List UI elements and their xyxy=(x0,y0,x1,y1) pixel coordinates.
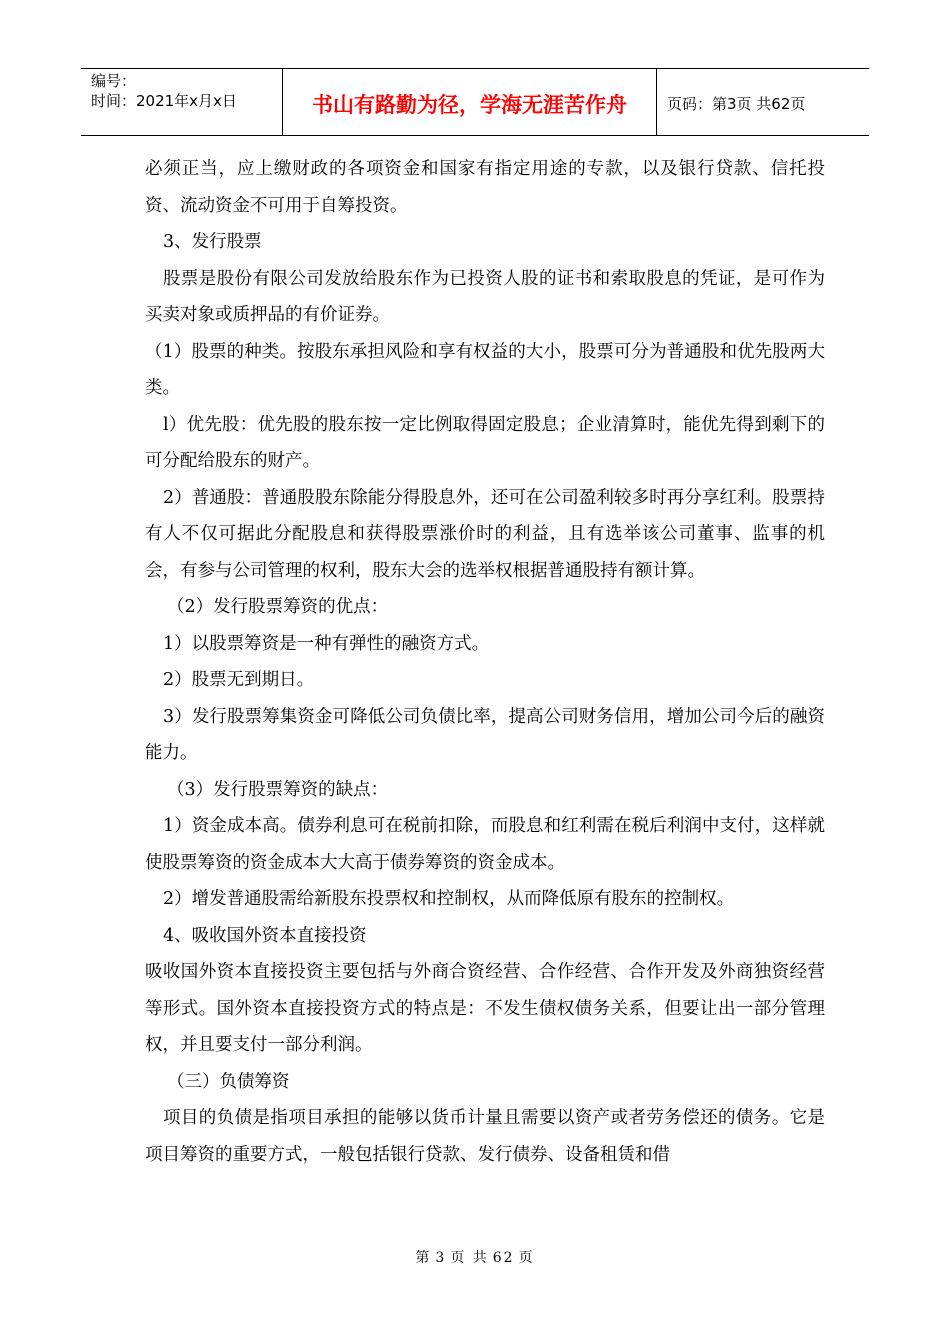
header-page-number: 页码：第3页 共62页 xyxy=(667,94,806,113)
serial-number-label: 编号： xyxy=(91,72,137,90)
paragraph: 股票是股份有限公司发放给股东作为已投资人股的证书和索取股息的凭证，是可作为买卖对象或质押品的有价证券。 xyxy=(145,268,825,325)
list-item: 2）普通股：普通股股东除能分得股息外，还可在公司盈利较多时再分享红利。股票持有人不仅可据此分配股息和获得股票涨价时的利益，且有选举该公司董事、监事的机会，有参与公司管理的权利，股东大会的选举权根据普通股持有额计算。 xyxy=(145,487,825,581)
header-motto: 书山有路勤为径，学海无涯苦作舟 xyxy=(283,69,657,135)
footer-page-number: 3 xyxy=(435,1250,447,1266)
section-heading: （三）负债筹资 xyxy=(167,1071,290,1092)
footer-total-pages: 62 xyxy=(492,1250,515,1266)
sub-heading: （3）发行股票筹资的缺点： xyxy=(167,779,389,800)
page-header xyxy=(81,68,869,136)
header-meta-cell xyxy=(81,69,283,135)
list-item: 1）资金成本高。债券利息可在税前扣除，而股息和红利需在税后利润中支付，这样就使股票筹资的资金成本大大高于债券筹资的资金成本。 xyxy=(145,816,825,873)
footer-suffix: 页 xyxy=(518,1250,535,1266)
section-heading: 4、吸收国外资本直接投资 xyxy=(163,925,367,946)
paragraph: 必须正当，应上缴财政的各项资金和国家有指定用途的专款，以及银行贷款、信托投资、流动资金不可用于自筹投资。 xyxy=(145,159,825,216)
page-footer xyxy=(0,1247,950,1267)
list-item: （1）股票的种类。按股东承担风险和享有权益的大小，股票可分为普通股和优先股两大类。 xyxy=(145,341,825,398)
list-item: 1）以股票筹资是一种有弹性的融资方式。 xyxy=(163,633,490,654)
list-item: l）优先股：优先股的股东按一定比例取得固定股息；企业清算时，能优先得到剩下的可分配给股东的财产。 xyxy=(145,414,825,471)
list-item: 2）股票无到期日。 xyxy=(163,670,315,690)
date-label: 时间：2021年x月x日 xyxy=(91,92,237,110)
list-item: 3）发行股票筹集资金可降低公司负债比率，提高公司财务信用，增加公司今后的融资能力。 xyxy=(145,706,825,763)
footer-mid: 页 共 xyxy=(450,1250,489,1266)
footer-prefix: 第 xyxy=(415,1250,432,1266)
document-body xyxy=(145,151,825,1173)
section-heading: 3、发行股票 xyxy=(163,232,262,252)
paragraph: 项目的负债是指项目承担的能够以货币计量且需要以资产或者劳务偿还的债务。它是项目筹资的重要方式，一般包括银行贷款、发行债券、设备租赁和借 xyxy=(145,1108,825,1165)
paragraph: 吸收国外资本直接投资主要包括与外商合资经营、合作经营、合作开发及外商独资经营等形式。国外资本直接投资方式的特点是：不发生债权债务关系，但要让出一部分管理权，并且要支付一部分利润。 xyxy=(145,962,825,1055)
sub-heading: （2）发行股票筹资的优点： xyxy=(167,597,389,617)
list-item: 2）增发普通股需给新股东投票权和控制权，从而降低原有股东的控制权。 xyxy=(163,889,735,909)
